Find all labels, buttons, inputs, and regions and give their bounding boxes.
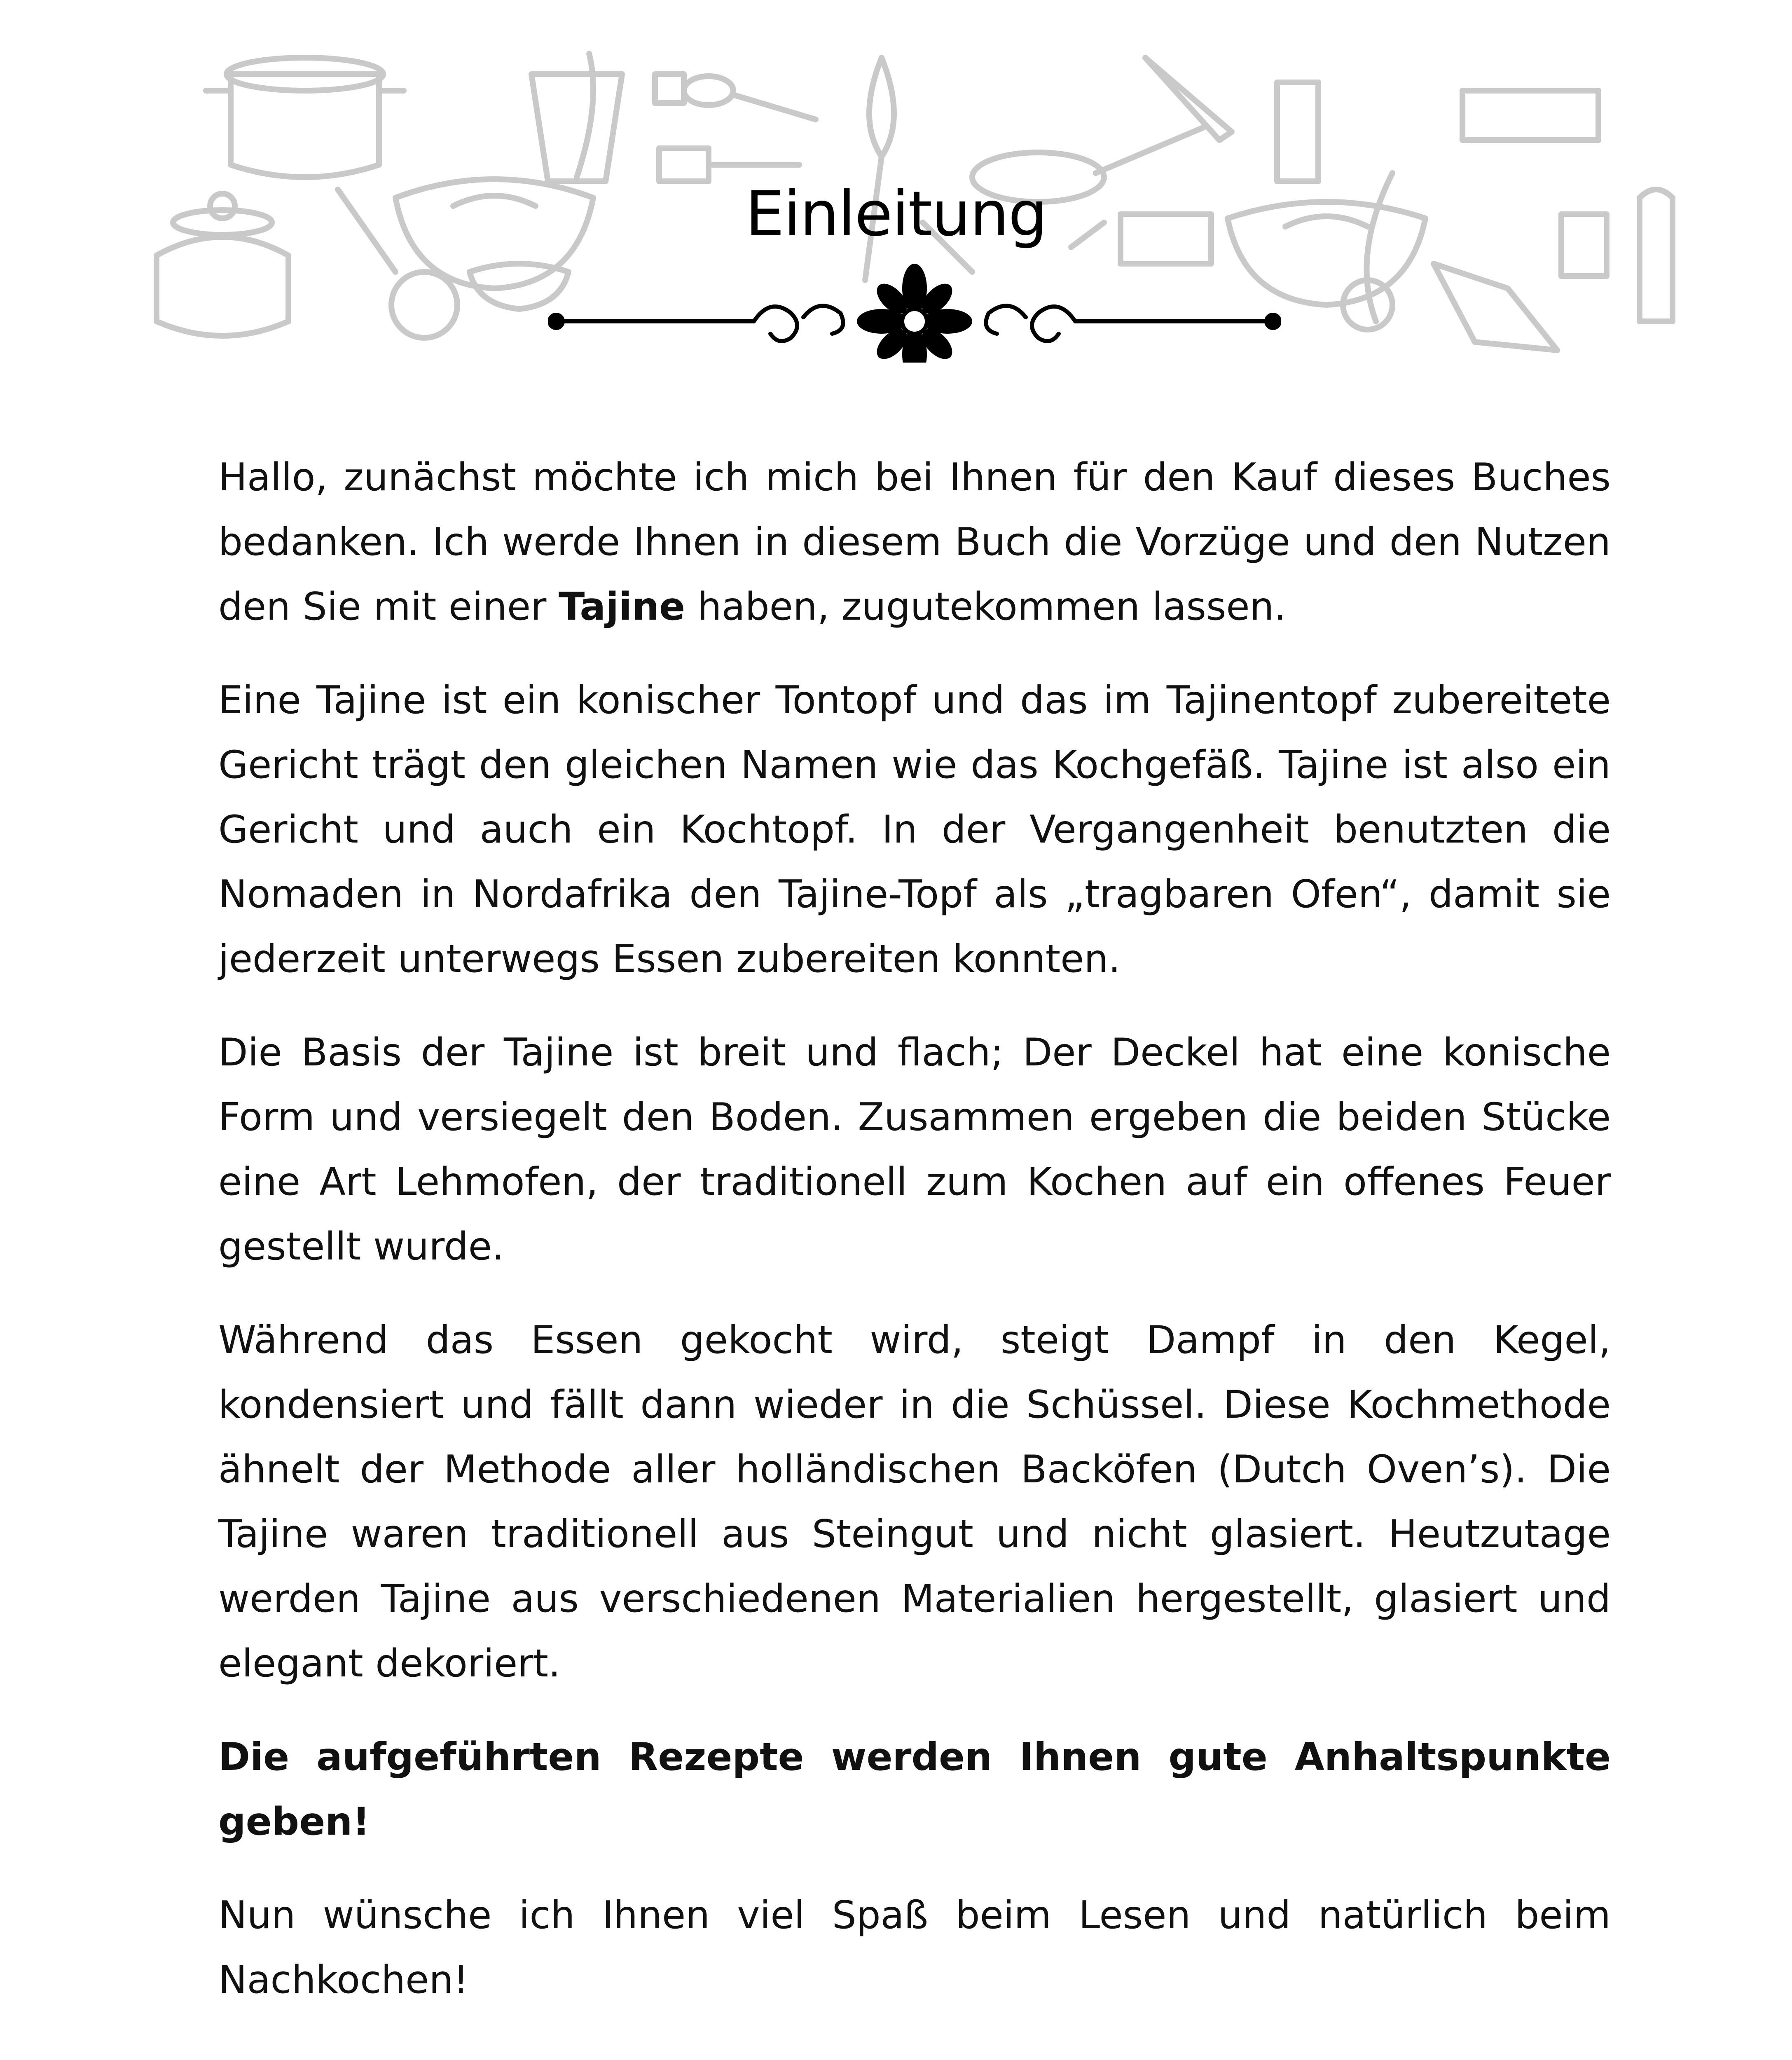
- title-divider: [548, 264, 1281, 363]
- paragraph-5-highlight: Die aufgeführten Rezepte werden Ihnen gute Anhaltspunkte geben!: [218, 1735, 1611, 1844]
- paragraph-1-text-b: haben, zugutekommen lassen.: [685, 584, 1287, 629]
- intro-text: [218, 445, 1611, 2041]
- paragraph-6: Nun wünsche ich Ihnen viel Spaß beim Lesen und natürlich beim Nachkochen!: [218, 1893, 1611, 2002]
- paragraph-2: Eine Tajine ist ein konischer Tontopf und das im Tajinentopf zubereitete Gericht trägt den gleichen Namen wie das Kochgefäß. Tajine ist also ein Gericht und auch ein Kochtopf. In der Vergangenheit benutzten die Nomaden in Nordafrika den Tajine-Topf als „tragbaren Ofen“, damit sie jederzeit unterwegs Essen zubereiten konnten.: [218, 678, 1611, 981]
- flower-ornament-icon: [857, 264, 972, 363]
- paragraph-4: Während das Essen gekocht wird, steigt Dampf in den Kegel, kondensiert und fällt dann wieder in die Schüssel. Diese Kochmethode ähnelt der Methode aller holländischen Backöfen (Dutch Oven’s). Die Tajine waren traditionell aus Steingut und nicht glasiert. Heutzutage werden Tajine aus verschiedenen Materialien hergestellt, glasiert und elegant dekoriert.: [218, 1318, 1611, 1685]
- paragraph-1-text-a: Hallo, zunächst möchte ich mich bei Ihnen für den Kauf dieses Buches bedanken. Ich werde Ihnen in diesem Buch die Vorzüge und den Nutzen den Sie mit einer: [218, 455, 1611, 629]
- page-title: Einleitung: [745, 178, 1047, 250]
- paragraph-1: [218, 445, 1611, 639]
- paragraph-3: Die Basis der Tajine ist breit und flach; Der Deckel hat eine konische Form und versiegelt den Boden. Zusammen ergeben die beiden Stücke eine Art Lehmofen, der traditionell zum Kochen auf ein offenes Feuer gestellt wurde.: [218, 1030, 1611, 1269]
- tajine-bold: Tajine: [558, 584, 685, 629]
